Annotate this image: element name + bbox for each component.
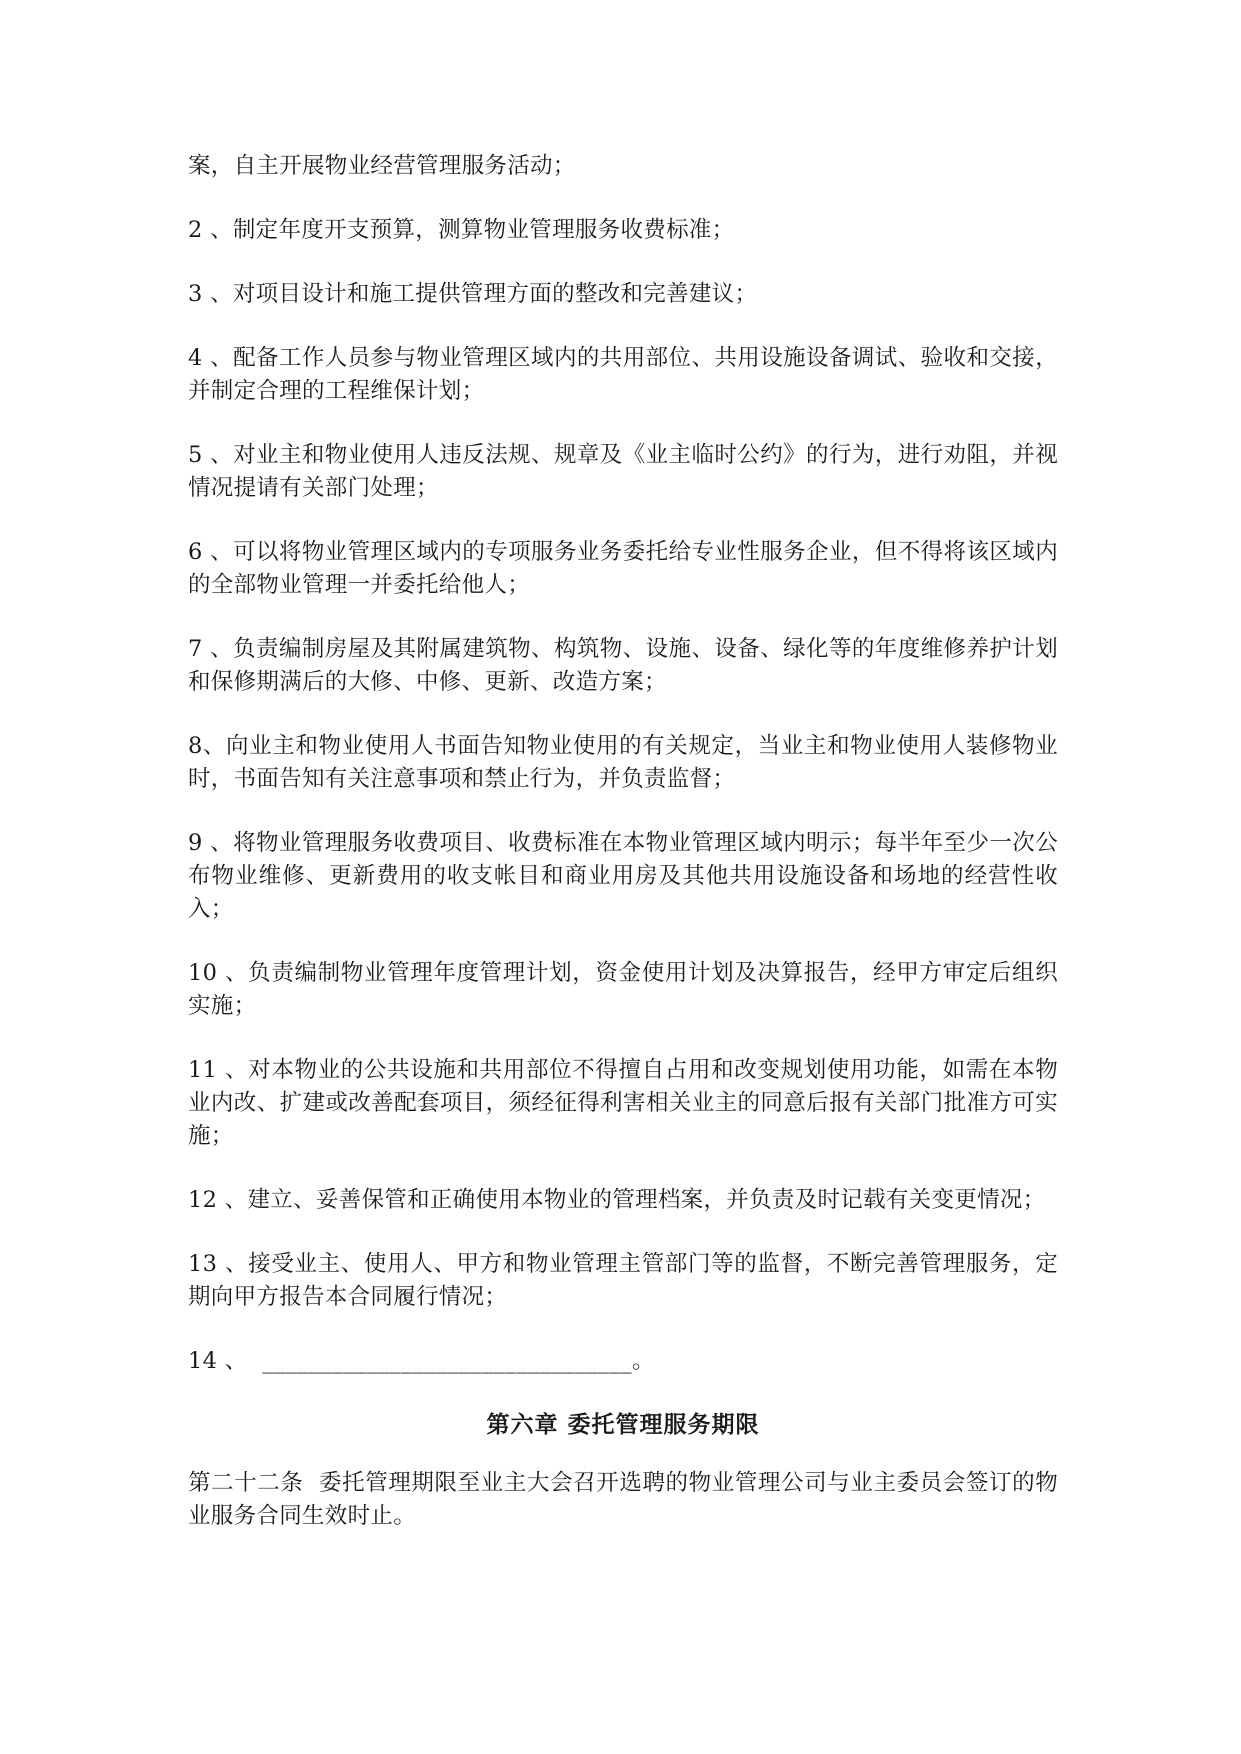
clause-item-2: 2 、制定年度开支预算，测算物业管理服务收费标准； (188, 217, 735, 243)
clause-item-7: 7 、负责编制房屋及其附属建筑物、构筑物、设施、设备、绿化等的年度维修养护计划和保修期满后的大修、中修、更新、改造方案； (188, 636, 1058, 695)
clause-item-8: 8、向业主和物业使用人书面告知物业使用的有关规定，当业主和物业使用人装修物业时，书面告知有关注意事项和禁止行为，并负责监督； (188, 733, 1058, 792)
clause-item-14-blank: 14 、 ________________________________。 (188, 1348, 655, 1374)
clause-item-3: 3 、对项目设计和施工提供管理方面的整改和完善建议； (188, 281, 758, 307)
clause-item-13: 13 、接受业主、使用人、甲方和物业管理主管部门等的监督，不断完善管理服务，定期向甲方报告本合同履行情况； (188, 1251, 1058, 1310)
paragraph-continuation: 案，自主开展物业经营管理服务活动； (188, 153, 576, 179)
clause-item-11: 11 、对本物业的公共设施和共用部位不得擅自占用和改变规划使用功能，如需在本物业内改、扩建或改善配套项目，须经征得利害相关业主的同意后报有关部门批准方可实施； (188, 1057, 1058, 1149)
clause-item-10: 10 、负责编制物业管理年度管理计划，资金使用计划及决算报告，经甲方审定后组织实施； (188, 960, 1058, 1019)
clause-item-5: 5 、对业主和物业使用人违反法规、规章及《业主临时公约》的行为，进行劝阻，并视情况提请有关部门处理； (188, 442, 1058, 501)
clause-item-9: 9 、将物业管理服务收费项目、收费标准在本物业管理区域内明示；每半年至少一次公布物业维修、更新费用的收支帐目和商业用房及其他共用设施设备和场地的经营性收入； (188, 830, 1058, 922)
article-22: 第二十二条 委托管理期限至业主大会召开选聘的物业管理公司与业主委员会签订的物业服务合同生效时止。 (188, 1470, 1058, 1529)
clause-item-6: 6 、可以将物业管理区域内的专项服务业务委托给专业性服务企业，但不得将该区域内的全部物业管理一并委托给他人； (188, 539, 1058, 598)
clause-item-12: 12 、建立、妥善保管和正确使用本物业的管理档案，并负责及时记载有关变更情况； (188, 1187, 1046, 1213)
clause-item-4: 4 、配备工作人员参与物业管理区域内的共用部位、共用设施设备调试、验收和交接，并制定合理的工程维保计划； (188, 345, 1058, 404)
page-content (188, 150, 1058, 1564)
chapter-heading: 第六章 委托管理服务期限 (486, 1412, 760, 1438)
